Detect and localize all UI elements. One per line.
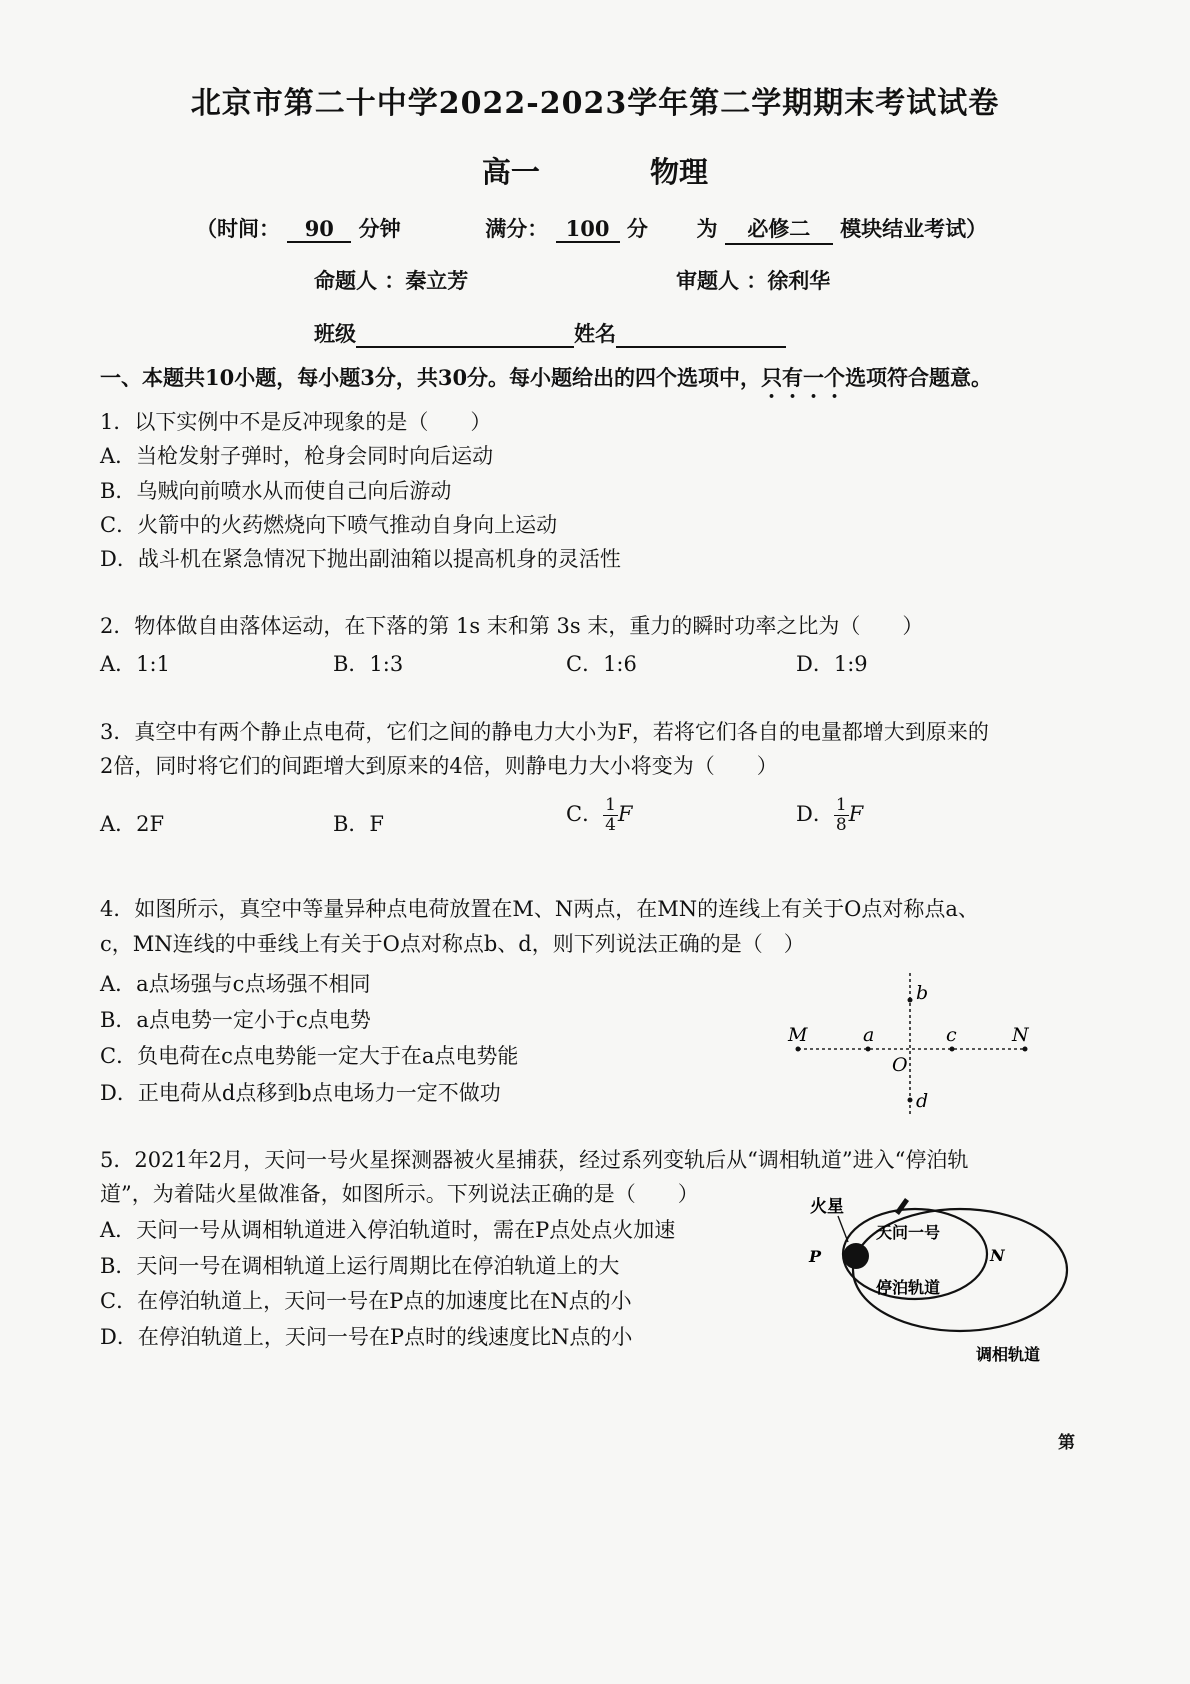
- class-label: 班级: [314, 321, 356, 346]
- q3-option-b: B．F: [333, 812, 385, 836]
- q3-option-c: [566, 796, 632, 835]
- probe-icon: [895, 1198, 909, 1215]
- name-label: 姓名: [574, 321, 616, 346]
- label-probe: 天问一号: [876, 1223, 941, 1242]
- label-a: a: [863, 1024, 875, 1046]
- time-value: 90: [287, 216, 351, 243]
- label-b: b: [916, 982, 929, 1004]
- q5-option-c: C．在停泊轨道上，天问一号在P点的加速度比在N点的小: [100, 1289, 632, 1313]
- setter-label: 命题人 ：: [314, 268, 406, 293]
- fraction-numerator: 1: [605, 795, 616, 815]
- student-fields: [314, 318, 786, 348]
- label-d: d: [916, 1090, 929, 1112]
- class-field[interactable]: [356, 328, 574, 348]
- page-mark: 第: [1058, 1433, 1075, 1453]
- score-value: 100: [556, 216, 620, 243]
- point-a: [866, 1047, 871, 1052]
- reviewer-label: 审题人 ：: [676, 268, 768, 293]
- point-d: [908, 1098, 913, 1103]
- mars-pointer: [838, 1216, 848, 1242]
- q3-option-a: A．2F: [100, 812, 165, 836]
- score-unit: 分: [626, 216, 648, 241]
- q2-option-a: A．1:1: [100, 652, 170, 676]
- q4-option-c: C．负电荷在c点电势能一定大于在a点电势能: [100, 1044, 519, 1068]
- section-emphasis: 只有一个: [761, 365, 846, 390]
- q3-option-d-fraction: [834, 796, 849, 835]
- exam-info-line: [196, 213, 1016, 245]
- fraction-tail: F: [848, 802, 864, 826]
- point-b: [908, 998, 913, 1003]
- q3-option-d-letter: D．: [796, 802, 834, 826]
- fraction-denominator: 4: [605, 815, 616, 835]
- q2-option-c: C．1:6: [566, 652, 637, 676]
- q5-option-b: B．天问一号在调相轨道上运行周期比在停泊轨道上的大: [100, 1254, 620, 1278]
- q1-option-d: D．战斗机在紧急情况下抛出副油箱以提高机身的灵活性: [100, 547, 621, 571]
- fraction-numerator: 1: [835, 795, 847, 815]
- fraction-tail: F: [617, 802, 633, 826]
- module-label: 为: [696, 216, 718, 241]
- grade-label: 高一: [481, 155, 540, 189]
- name-field[interactable]: [616, 328, 786, 348]
- q1-option-a: A．当枪发射子弹时，枪身会同时向后运动: [100, 444, 494, 468]
- label-o: O: [892, 1054, 908, 1076]
- mars-icon: [843, 1243, 869, 1269]
- setter-info: [314, 265, 468, 295]
- question-3-stem-line2: 2倍，同时将它们的间距增大到原来的4倍，则静电力大小将变为（ ）: [100, 754, 778, 778]
- q3-option-c-fraction: [603, 796, 618, 835]
- section-text: 一、本题共10小题，每小题3分，共30分。每小题给出的四个选项中，: [100, 365, 762, 390]
- module-value: 必修二: [725, 213, 833, 245]
- question-5-stem-line1: 5．2021年2月，天问一号火星探测器被火星捕获，经过系列变轨后从“调相轨道”进入“停泊轨: [100, 1148, 969, 1172]
- section-heading: [100, 362, 992, 403]
- module-suffix: 模块结业考试）: [840, 216, 988, 241]
- reviewer-name: 徐利华: [767, 268, 831, 293]
- label-n: N: [1012, 1024, 1029, 1046]
- time-unit: 分钟: [358, 216, 401, 241]
- question-1-stem: 1．以下实例中不是反冲现象的是（ ）: [100, 410, 492, 434]
- q4-option-d: D．正电荷从d点移到b点电场力一定不做功: [100, 1081, 501, 1105]
- label-p: P: [809, 1247, 822, 1266]
- label-parking-orbit: 停泊轨道: [876, 1278, 941, 1297]
- question-4-stem-line1: 4．如图所示，真空中等量异种点电荷放置在M、N两点，在MN的连线上有关于O点对称点a、: [100, 897, 979, 921]
- charge-diagram: [780, 965, 1050, 1125]
- fraction-denominator: 8: [835, 815, 847, 835]
- label-phasing-orbit: 调相轨道: [976, 1345, 1041, 1364]
- label-n-orbit: N: [990, 1246, 1005, 1265]
- q5-option-d: D．在停泊轨道上，天问一号在P点时的线速度比N点的小: [100, 1325, 633, 1349]
- label-mars: 火星: [810, 1197, 844, 1217]
- question-3-stem-line1: 3．真空中有两个静止点电荷，它们之间的静电力大小为F，若将它们各自的电量都增大到原来的: [100, 720, 989, 744]
- q4-option-a: A．a点场强与c点场强不相同: [100, 972, 371, 996]
- exam-title: 北京市第二十中学2022-2023学年第二学期期末考试试卷: [190, 86, 1000, 121]
- exam-subtitle: [0, 150, 1190, 191]
- point-n: [1023, 1047, 1028, 1052]
- section-text-end: 选项符合题意。: [845, 365, 993, 390]
- q5-option-a: A．天问一号从调相轨道进入停泊轨道时，需在P点处点火加速: [100, 1218, 676, 1242]
- q4-option-b: B．a点电势一定小于c点电势: [100, 1008, 371, 1032]
- setter-name: 秦立芳: [405, 268, 469, 293]
- q1-option-c: C．火箭中的火药燃烧向下喷气推动自身向上运动: [100, 513, 558, 537]
- q1-option-b: B．乌贼向前喷水从而使自己向后游动: [100, 479, 452, 503]
- subject-label: 物理: [650, 155, 709, 189]
- orbit-diagram: [800, 1190, 1080, 1365]
- q3-option-d: [796, 796, 863, 835]
- point-c: [950, 1047, 955, 1052]
- reviewer-info: [676, 265, 830, 295]
- point-m: [796, 1047, 801, 1052]
- q3-option-c-letter: C．: [566, 802, 604, 826]
- label-m: M: [788, 1024, 808, 1046]
- time-label: （时间：: [196, 216, 280, 241]
- question-2-stem: 2．物体做自由落体运动，在下落的第 1s 末和第 3s 末，重力的瞬时功率之比为（ ）: [100, 614, 924, 638]
- question-4-stem-line2: c，MN连线的中垂线上有关于O点对称点b、d，则下列说法正确的是（ ）: [100, 932, 805, 956]
- q2-option-b: B．1:3: [333, 652, 404, 676]
- score-label: 满分：: [485, 216, 549, 241]
- label-c: c: [946, 1024, 957, 1046]
- question-5-stem-line2: 道”，为着陆火星做准备，如图所示。下列说法正确的是（ ）: [100, 1182, 699, 1206]
- q2-option-d: D．1:9: [796, 652, 868, 676]
